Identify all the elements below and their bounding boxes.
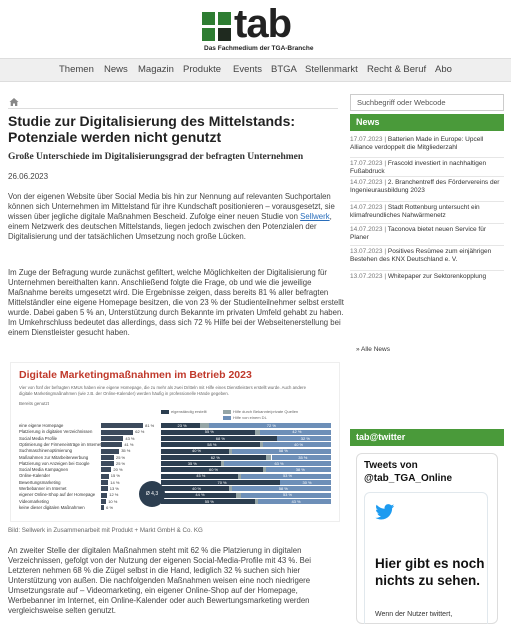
twitter-embed: [356, 453, 498, 624]
infographic-usage-bar: [101, 480, 108, 485]
infographic-usage-value: 6 %: [106, 504, 114, 510]
infographic-split-value: 58 %: [207, 441, 217, 447]
news-date: 17.07.2023: [350, 136, 383, 143]
news-date: 13.07.2023: [350, 273, 383, 280]
infographic-split-value: 40 %: [192, 448, 202, 454]
article-title: Studie zur Digitalisierung des Mittelstands: Potenziale werden nicht genutzt: [8, 113, 296, 145]
main-nav: [0, 58, 511, 82]
infographic-usage-value: 25 %: [116, 460, 126, 466]
infographic-usage-bar: [101, 449, 119, 454]
infographic-usage-value: 12 %: [109, 492, 119, 498]
infographic-split-value: 58 %: [278, 448, 288, 454]
infographic-usage-bar: [101, 499, 106, 504]
search-input[interactable]: [350, 94, 504, 111]
nav-item-abo[interactable]: Abo: [435, 64, 452, 75]
infographic-split-value: 72 %: [266, 423, 276, 428]
infographic-split-value: 23 %: [177, 423, 187, 428]
news-item[interactable]: 13.07.2023 | Whitepaper zur Sektorenkopplung: [350, 273, 487, 280]
tweet-empty-text: Wenn der Nutzer twittert,: [375, 611, 453, 618]
news-divider: [350, 270, 504, 271]
site-header: [0, 0, 511, 60]
infographic-row-label: keine dieser digitalen Maßnahmen: [19, 504, 85, 510]
news-title[interactable]: Positives Resümee zum einjährigen Bestehen des KNX Deutschland e. V.: [350, 248, 492, 263]
infographic-usage-bar: [101, 486, 108, 491]
infographic-usage-value: 14 %: [110, 479, 120, 485]
news-title[interactable]: Batterien Made in Europe: Upcell Alliance verdoppelt die Mitgliederzahl: [350, 136, 484, 151]
infographic-split-value: 43 %: [291, 498, 301, 504]
twitter-bird-icon: [375, 504, 395, 520]
legend-item: Hilfe von einem DL: [223, 415, 267, 420]
nav-item-recht-beruf[interactable]: Recht & Beruf: [367, 64, 427, 75]
infographic-split-value: 62 %: [210, 454, 220, 460]
all-news-link[interactable]: » Alle News: [356, 346, 390, 353]
news-heading: News: [350, 114, 504, 131]
infographic-usage-value: 25 %: [116, 454, 126, 460]
infographic-usage-value: 43 %: [125, 435, 135, 441]
infographic-row-label: Videomarketing: [19, 498, 49, 504]
infographic-row-label: eine eigene Homepage: [19, 423, 64, 428]
infographic-usage-bar: [101, 423, 143, 428]
infographic: [10, 362, 340, 522]
nav-item-news[interactable]: News: [104, 64, 128, 75]
legend-item: Hilfe durch Bekannte/private Quellen: [223, 409, 298, 414]
infographic-usage-bar: [101, 505, 104, 510]
infographic-usage-bar: [101, 493, 107, 498]
news-title[interactable]: Stadt Rottenburg untersucht ein klimafreundliches Nahwärmenetz: [350, 204, 480, 219]
infographic-split-value: 44 %: [195, 492, 205, 498]
infographic-intro: Vier von fünf der befragten KMUs haben eine eigene Homepage, die zu mehr als zwei Dritteln mit Hilfe eines Dienstleisters erstellt wurde. Auch andere digitale Marketingmaßnahmen (wie z.B. der Online-Kalender) werden häufig in professionelle Hände gegeben.: [19, 385, 307, 396]
news-date: 14.07.2023: [350, 226, 383, 233]
news-title[interactable]: 2. Branchentreff des Fördervereins der Ingenieurausbildung 2023: [350, 179, 500, 194]
infographic-split-bar: [200, 423, 209, 428]
infographic-usage-value: 13 %: [109, 486, 119, 491]
news-date: 14.07.2023: [350, 179, 383, 186]
infographic-split-value: 40 %: [192, 486, 202, 491]
infographic-usage-value: 62 %: [135, 429, 145, 435]
infographic-row-label: Online-Kalender: [19, 473, 51, 479]
news-date: 14.07.2023: [350, 204, 383, 211]
infographic-row-label: Social Media Profile: [19, 435, 57, 441]
tweet-empty-heading: Hier gibt es noch nichts zu sehen.: [375, 556, 485, 588]
infographic-row-label: Suchmaschinenoptimierung: [19, 448, 73, 454]
news-divider: [350, 201, 504, 202]
infographic-split-value: 45 %: [196, 473, 206, 479]
infographic-split-value: 58 %: [278, 486, 288, 491]
infographic-usage-bar: [101, 436, 123, 441]
news-divider: [350, 157, 504, 158]
legend-item: eigenständig erstellt: [161, 409, 207, 414]
sellwerk-link[interactable]: Sellwerk: [300, 212, 330, 221]
article-paragraph-3: An zweiter Stelle der digitalen Maßnahmen steht mit 62 % die Platzierung in digitalen Verzeichnissen, gefolgt von der Nutzung der eigenen Social-Media-Profile mit 43 %. Bei Letzteren nehmen 68 % die Zügel selbst in die Hand, lediglich 32 % suchen sich hier Unterstützung von außen. Die nachfolgenden Maßnahmen weisen eine noch niedrigere Umsetzungsrate auf – Videomarketing, ein eigener Online-Shop auf der Homepage, Werbebanner im Internet, ein Online-Kalender oder auch Bewertungsmarketing werden vergleichsweise selten genutzt.: [8, 546, 311, 615]
infographic-row-label: Social Media Kampagnen: [19, 467, 68, 473]
article-paragraph-2: Im Zuge der Befragung wurde zunächst gefiltert, welche Möglichkeiten der Digitalisierung für Unternehmen bereithalten kann. Anschließend folgte die Frage, ob und wie die jeweilige Maßnahme bereits umgesetzt wird. Die Ergebnisse zeigen, dass bereits 81 % aller befragten Mittelständler eine eigene Homepage besitzen, die von 23 % der Studienteilnehmer selbst erstellt wurde. Dabei gaben 5 % an, Unterstützung durch Bekannte im privaten Umfeld gehabt zu haben. Im Umkehrschluss bedeutet das allerdings, dass sich 72 % Hilfe bei der Webseitenerstellung bei einem Dienstleister gesucht haben.: [8, 268, 344, 337]
logo-tagline: Das Fachmedium der TGA-Branche: [204, 45, 314, 52]
average-badge: Ø 4,3: [139, 481, 165, 507]
home-icon[interactable]: [9, 94, 19, 104]
news-title[interactable]: Whitepaper zur Sektorenkopplung: [387, 273, 487, 280]
infographic-usage-bar: [101, 474, 109, 479]
infographic-split-value: 32 %: [300, 435, 310, 441]
infographic-split-value: 68 %: [215, 435, 225, 441]
news-item[interactable]: 17.07.2023 | Batterien Made in Europe: Upcell Alliance verdoppelt die Mitgliederzahl: [350, 136, 484, 151]
infographic-split-value: 60 %: [209, 467, 219, 473]
image-caption: Bild: Sellwerk in Zusammenarbeit mit Produkt + Markt GmbH & Co. KG: [8, 527, 203, 534]
nav-item-produkte[interactable]: Produkte: [183, 64, 222, 75]
infographic-usage-value: 35 %: [121, 448, 131, 454]
infographic-usage-bar: [101, 430, 133, 435]
news-title[interactable]: Frascold investiert in nachhaltigen Fußabdruck: [350, 160, 487, 175]
infographic-split-value: 53 %: [282, 492, 293, 498]
infographic-row-label: Platzierung von Anzeigen bei Google: [19, 460, 90, 466]
infographic-usage-value: 15 %: [110, 473, 120, 479]
news-divider: [350, 245, 504, 246]
infographic-split-value: 30 %: [302, 479, 312, 485]
nav-item-magazin[interactable]: Magazin: [138, 64, 174, 75]
infographic-split-value: 70 %: [217, 479, 227, 485]
news-date: 17.07.2023: [350, 160, 383, 167]
infographic-usage-bar: [101, 455, 114, 460]
infographic-row-label: Platzierung in digitalen Verzeichnissen: [19, 429, 93, 435]
infographic-question: Bereits genutzt: [19, 401, 50, 406]
infographic-row-label: Bewertungsmarketing: [19, 479, 61, 485]
infographic-usage-value: 10 %: [108, 498, 118, 504]
infographic-split-value: 35 %: [187, 460, 197, 466]
infographic-usage-value: 20 %: [113, 467, 123, 473]
infographic-split-value: 55 %: [204, 429, 214, 435]
tweet-empty-card: [364, 492, 488, 624]
news-divider: [350, 223, 504, 224]
news-item[interactable]: 14.07.2023 | 2. Branchentreff des Fördervereins der Ingenieurausbildung 2023: [350, 179, 500, 194]
nav-item-events[interactable]: Events: [233, 64, 263, 75]
infographic-row-label: Optimierung der Firmeneinträge im Internet: [19, 441, 102, 447]
twitter-heading: tab@twitter: [350, 429, 504, 446]
infographic-split-value: 38 %: [295, 467, 305, 473]
logo-text: tab: [234, 2, 291, 46]
infographic-usage-bar: [101, 461, 114, 466]
infographic-row-label: eigener Online-Shop auf der Homepage: [19, 492, 96, 498]
news-title[interactable]: Taconova bietet neuen Service für Planer: [350, 226, 487, 241]
news-item[interactable]: 14.07.2023 | Taconova bietet neuen Service für Planer: [350, 226, 487, 241]
nav-item-stellenmarkt[interactable]: Stellenmarkt: [305, 64, 358, 75]
infographic-title: Digitale Marketingmaßnahmen im Betrieb 2023: [19, 369, 252, 381]
nav-item-themen[interactable]: Themen: [59, 64, 94, 75]
news-item[interactable]: 17.07.2023 | Frascold investiert in nachhaltigen Fußabdruck: [350, 160, 487, 175]
infographic-split-value: 35 %: [298, 454, 308, 460]
infographic-usage-value: 81 %: [145, 423, 155, 428]
news-divider: [350, 176, 504, 177]
site-logo[interactable]: [202, 2, 314, 54]
infographic-split-value: 63 %: [274, 460, 284, 466]
infographic-split-value: 40 %: [294, 441, 304, 447]
breadcrumb-divider: [8, 108, 338, 109]
infographic-row-label: Maßnahmen zur Mitarbeiterwerbung: [19, 454, 89, 460]
nav-item-btga[interactable]: BTGA: [271, 64, 297, 75]
infographic-usage-bar: [101, 442, 122, 447]
news-date: 13.07.2023: [350, 248, 383, 255]
logo-mark: [202, 12, 232, 42]
news-item[interactable]: 13.07.2023 | Positives Resümee zum einjährigen Bestehen des KNX Deutschland e. V.: [350, 248, 492, 263]
article-paragraph-1: Von der eigenen Website über Social Media bis hin zur Nennung auf relevanten Suchportalen können sich Unternehmen im Mittelstand für ihre Kundschaft positionieren – vorausgesetzt, sie wissen über jegliche digitale Maßnahmen Bescheid. Zufolge einer neuen Studie von Sellwerk, einem Netzwerk des deutschen Mittelstands, liegen jedoch zwischen den Potenzialen der Digitalisierung und der tatsächlichen Umsetzung noch große Lücken.: [8, 192, 335, 241]
infographic-split-value: 53 %: [282, 473, 293, 479]
infographic-usage-bar: [101, 467, 111, 472]
infographic-usage-value: 41 %: [124, 441, 134, 447]
infographic-split-value: 42 %: [292, 429, 302, 435]
article-subtitle: Große Unterschiede im Digitalisierungsgrad der befragten Unternehmen: [8, 152, 304, 162]
tweets-title[interactable]: Tweets von @tab_TGA_Online: [364, 460, 453, 484]
infographic-split-value: 55 %: [204, 498, 214, 504]
infographic-row-label: Werbebanner im Internet: [19, 486, 67, 491]
news-item[interactable]: 14.07.2023 | Stadt Rottenburg untersucht ein klimafreundliches Nahwärmenetz: [350, 204, 480, 219]
article-date: 26.06.2023: [8, 172, 49, 181]
